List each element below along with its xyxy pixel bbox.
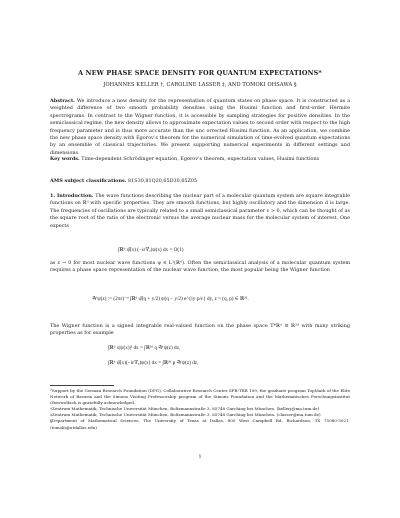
section-heading: 1. Introduction. bbox=[50, 193, 94, 199]
paragraph-wigner-intro: as ε → 0 for most nuclear wave functions ψ ∈ L²(ℝᵈ). Often the semiclassical analysis of a molecular quantum system requires a phase space representation of the nuclear wave function, the most popular being the Wigner function bbox=[50, 260, 350, 274]
ams-label: AMS subject classifications. bbox=[50, 178, 127, 184]
paper-title: A NEW PHASE SPACE DENSITY FOR QUANTUM EXPECTATIONS* bbox=[78, 69, 322, 77]
equation-wigner: 𝒲ψ(z) := (2πε)⁻ᵈ ∫ℝᵈ ψ̅(q + y/2) ψ(q − y/2) e^{iy·p/ε} dy, z = (q, p) ∈ ℝ²ᵈ. bbox=[92, 296, 249, 302]
footnote-keller: †Zentrum Mathematik, Technische Universität München, Boltzmannstraße 3, 85748 Garching bei München. (kellerj@ma.tum.de) bbox=[50, 406, 320, 412]
equation-position-moment: ∫ℝᵈ x|ψ(x)|² dx = ∫ℝ²ᵈ q 𝒲ψ(z) dz, bbox=[108, 345, 181, 351]
paragraph-wigner-properties: The Wigner function is a signed integrable real-valued function on the phase space T*ℝᵈ ≅ ℝ²ᵈ with many striking properties as for example bbox=[50, 323, 350, 337]
introduction-text: The wave functions describing the nuclear part of a molecular quantum system are square integrable functions on ℝᵈ with specific properties. They are smooth functions, but highly oscillatory and the dimension d is large. The frequencies of oscillations are typically related to a small semiclassical parameter ε > 0, which can be thought of as the square root of the ratio of the electronic versus the average nuclear mass for the molecular system of interest. One expects bbox=[50, 193, 350, 229]
equation-expectation: ∫ℝᵈ ψ̅(x) (−iε∇ₓ)ψ(x) dx = O(1) bbox=[118, 247, 184, 253]
equation-momentum-moment: ∫ℝᵈ ψ̅(x)(−iε∇ₓ)ψ(x) dx = ∫ℝ²ᵈ p 𝒲ψ(z) dz, bbox=[108, 360, 199, 366]
abstract bbox=[50, 98, 350, 157]
footnote-funding: *Support by the German Research Foundation (DFG), Collaborative Research Center SFB-TRR 109, the graduate program TopMath of the Elite Network of Bavaria and the Simons Visiting Professorship program of the Simons Foundation and the Mathematisches Forschungsinstitut Oberwolfach is gratefully acknowledged. bbox=[50, 388, 350, 406]
introduction-paragraph bbox=[50, 193, 350, 230]
keywords bbox=[50, 156, 350, 163]
ams-text: 81S30,81Q20,65D30,65Z05 bbox=[128, 178, 198, 184]
author-list: JOHANNES KELLER †, CAROLINE LASSER ‡, AND TOMOKI OHSAWA § bbox=[103, 82, 297, 88]
abstract-text: We introduce a new density for the representation of quantum states on phase space. It is constructed as a weighted difference of two smooth probability densities using the Husimi function and first-order Hermite spectrograms. In contrast to the Wigner function, it is accessible by sampling strategies for positive densities. In the semiclassical regime, the new density allows to approximate expectation values to second order with respect to the high frequency parameter and is thus more accurate than the unc orrected Husimi function. As an application, we combine the new phase space density with Egorov’s theorem for the numerical simulation of time-evolved quantum expectations by an ensemble of classical trajectories. We present supporting numerical experiments in different settings and dimensions. bbox=[50, 98, 350, 156]
abstract-label: Abstract. bbox=[50, 98, 75, 104]
footnote-ohsawa: §Department of Mathematical Sciences, The University of Texas at Dallas, 800 West Campbell Rd, Richardson, TX 75080-3021. (tomoki@utdallas.edu) bbox=[50, 418, 350, 430]
footnote-divider bbox=[50, 385, 114, 386]
page-number: 1 bbox=[198, 455, 202, 460]
footnotes bbox=[50, 388, 350, 431]
keywords-label: Key words. bbox=[50, 156, 80, 162]
keywords-text: Time-dependent Schrödinger equation, Egorov’s theorem, expectation values, Husimi functions bbox=[81, 156, 320, 162]
footnote-lasser: ‡Zentrum Mathematik, Technische Universität München, Boltzmannstraße 3, 85748 Garching bei München. (classer@ma.tum.de) bbox=[50, 412, 321, 418]
ams-classifications bbox=[50, 178, 350, 185]
